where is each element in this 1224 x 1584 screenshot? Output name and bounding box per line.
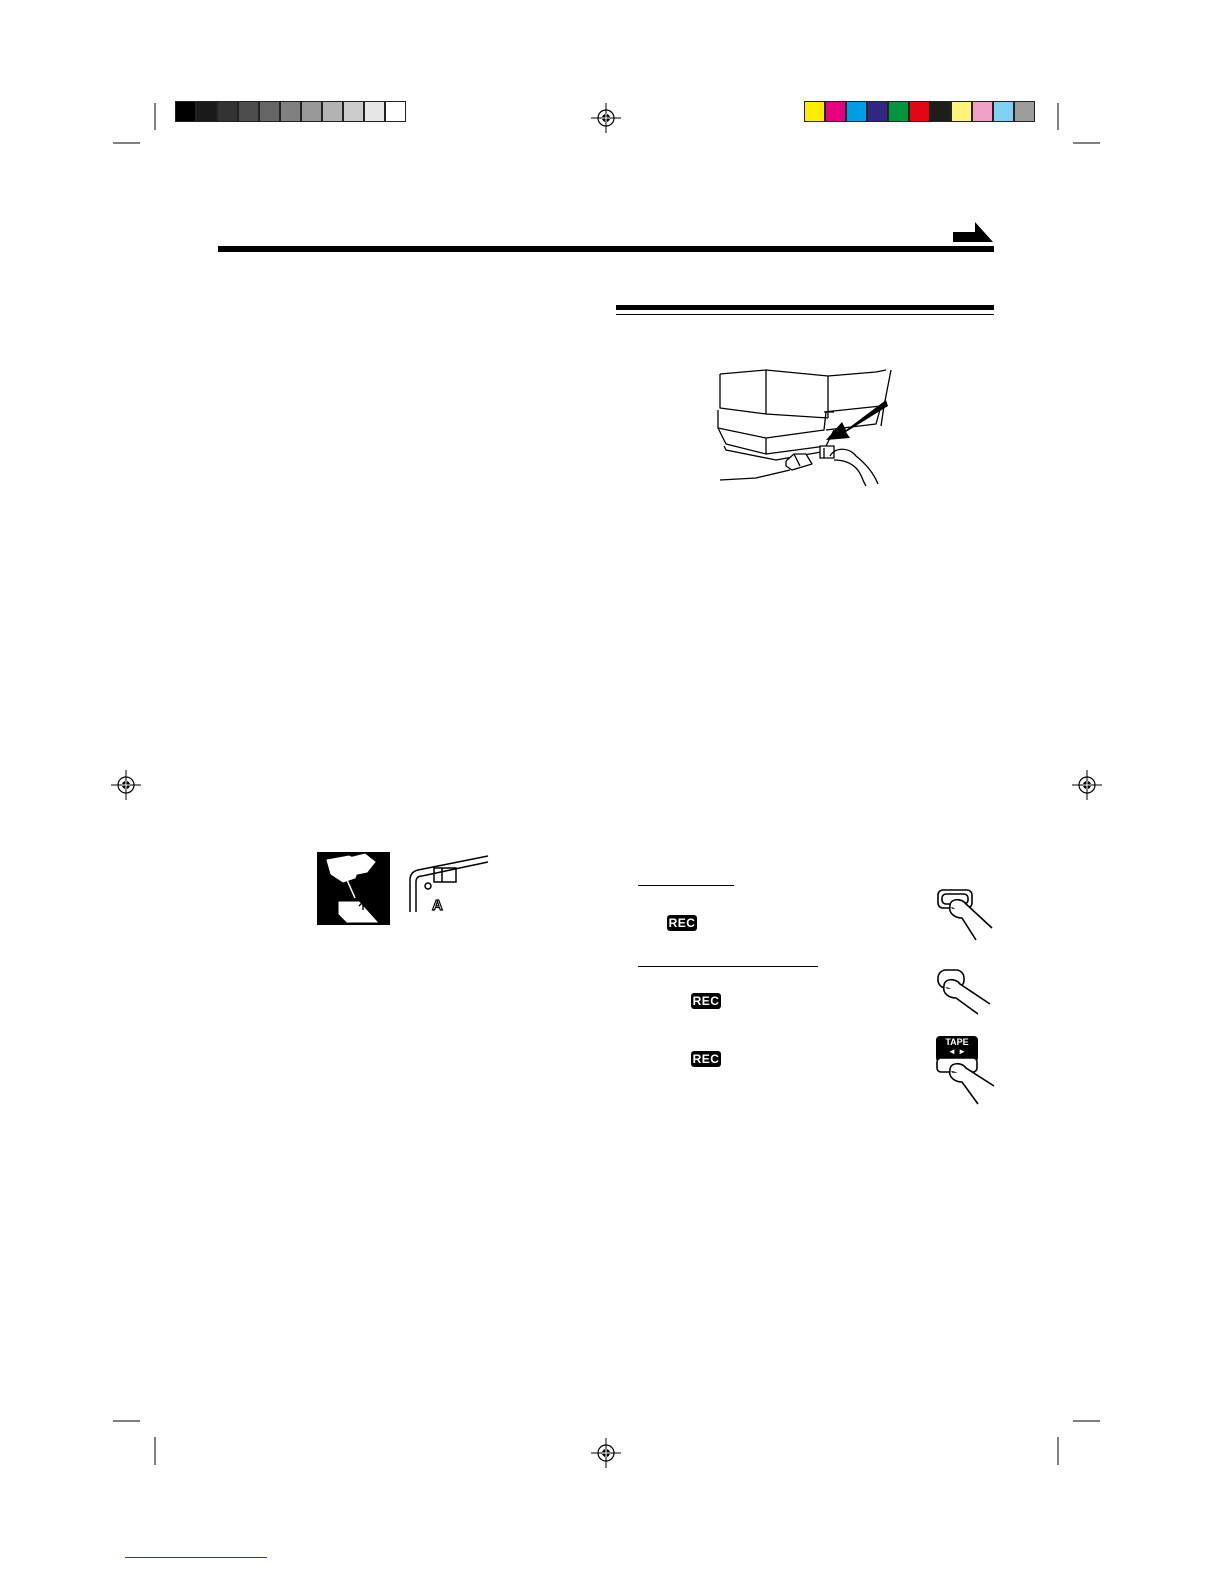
page-header-rule (218, 246, 994, 252)
rec-indicator-icon: REC (692, 994, 720, 1008)
tape-direction-arrows: ◄ ► (947, 1047, 967, 1056)
cassette-corner-illustration (406, 852, 490, 914)
press-button-icon (934, 966, 994, 1016)
continue-arrow-icon (953, 222, 995, 244)
safety-tab-photo (317, 852, 390, 925)
tape-button-icon (934, 1036, 998, 1106)
tape-button-label: TAPE (945, 1037, 969, 1047)
registration-target-icon (591, 1438, 621, 1468)
footer-link-underline (125, 1557, 267, 1558)
step-heading-underline (638, 966, 818, 967)
registration-target-icon (591, 103, 621, 133)
rec-indicator-icon: REC (692, 1052, 720, 1066)
step-heading-underline (638, 885, 734, 886)
svg-text:A: A (432, 897, 443, 914)
press-button-icon (936, 888, 996, 942)
registration-target-icon (1072, 770, 1102, 800)
section-heading-rule-thin (616, 314, 994, 315)
section-heading-rule (616, 305, 994, 310)
rec-indicator-icon: REC (668, 916, 696, 930)
registration-target-icon (111, 770, 141, 800)
cassette-deck-illustration (716, 366, 896, 491)
